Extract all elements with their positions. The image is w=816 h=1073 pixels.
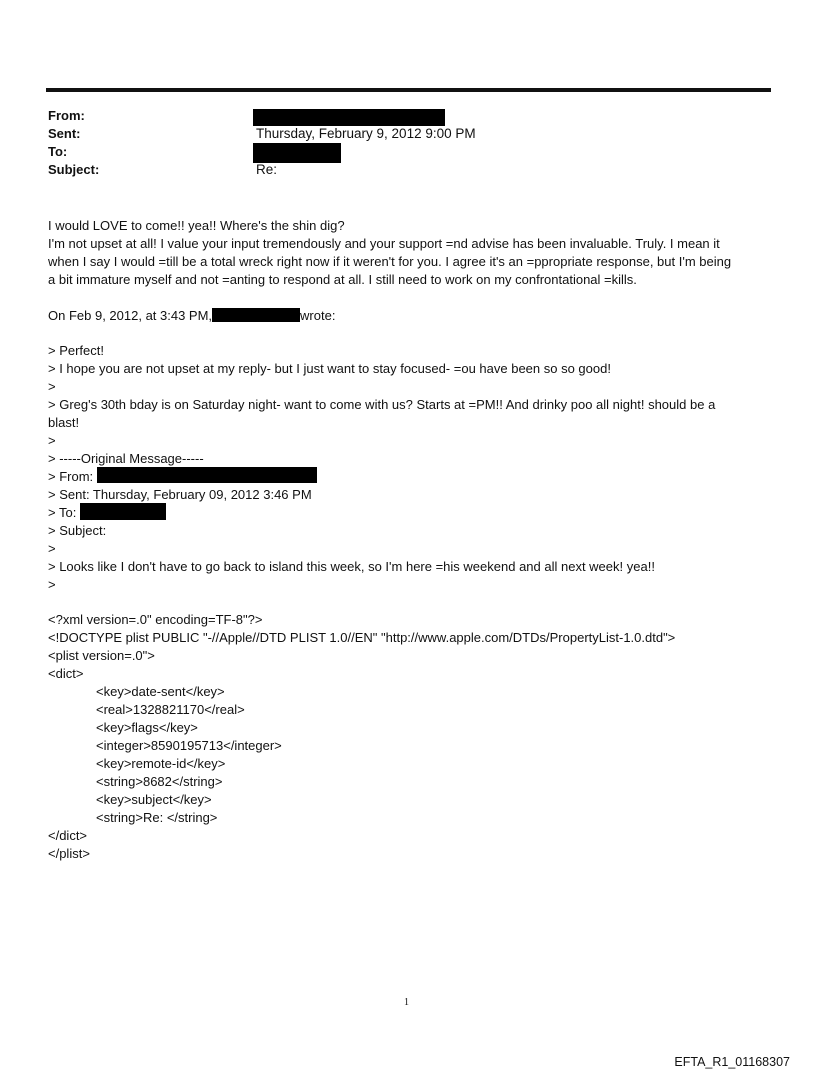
- xml-line: <key>subject</key>: [96, 792, 212, 807]
- quoted-line: > Perfect!: [48, 343, 104, 358]
- quoted-to-label: > To:: [48, 505, 77, 520]
- quoted-line: > I hope you are not upset at my reply- but I just want to stay focused- =ou have been so so good!: [48, 361, 611, 376]
- xml-line: </plist>: [48, 846, 90, 861]
- quoted-line: > Greg's 30th bday is on Saturday night- want to come with us? Starts at =PM!! And drinky poo all night! should be a: [48, 397, 716, 412]
- quoted-line: >: [48, 433, 56, 448]
- quoted-line: > Looks like I don't have to go back to island this week, so I'm here =his weekend and all next week! yea!!: [48, 559, 655, 574]
- body-paragraph-2-line-3: a bit immature myself and not =anting to respond at all. I still need to work on my confrontational =kills.: [48, 272, 637, 287]
- quoted-from-redaction: [97, 467, 317, 483]
- xml-line: <string>8682</string>: [96, 774, 223, 789]
- xml-line: <plist version=.0">: [48, 648, 155, 663]
- subject-value: Re:: [256, 162, 278, 177]
- page-number: 1: [404, 997, 409, 1008]
- quoted-line: >: [48, 379, 56, 394]
- quoted-to-line: [48, 505, 76, 520]
- xml-line: <integer>8590195713</integer>: [96, 738, 282, 753]
- bates-number: EFTA_R1_01168307: [674, 1055, 790, 1069]
- quoted-line: >: [48, 541, 56, 556]
- body-paragraph-1: I would LOVE to come!! yea!! Where's the shin dig?: [48, 218, 345, 233]
- to-redaction: [253, 143, 341, 163]
- on-date-wrote-line: [48, 308, 335, 323]
- from-redaction: [253, 109, 445, 126]
- xml-line: <dict>: [48, 666, 84, 681]
- header-rule: [46, 88, 771, 92]
- from-label: From:: [48, 108, 85, 123]
- to-label: To:: [48, 144, 68, 159]
- quoted-from-line: [48, 469, 93, 484]
- xml-line: <key>flags</key>: [96, 720, 198, 735]
- wrote-sender-redaction: [212, 308, 300, 322]
- quoted-line: > Sent: Thursday, February 09, 2012 3:46 PM: [48, 487, 312, 502]
- xml-line: <key>date-sent</key>: [96, 684, 225, 699]
- subject-label: Subject:: [48, 162, 100, 177]
- on-date-prefix: On Feb 9, 2012, at 3:43 PM,: [48, 308, 213, 323]
- xml-line: <string>Re: </string>: [96, 810, 218, 825]
- quoted-line: >: [48, 577, 56, 592]
- xml-line: <?xml version=.0" encoding=TF-8"?>: [48, 612, 263, 627]
- sent-value: Thursday, February 9, 2012 9:00 PM: [256, 126, 476, 141]
- xml-line: <real>1328821170</real>: [96, 702, 245, 717]
- xml-line: <!DOCTYPE plist PUBLIC "-//Apple//DTD PLIST 1.0//EN" "http://www.apple.com/DTDs/PropertyList-1.0.dtd">: [48, 630, 676, 645]
- body-paragraph-2-line-2: when I say I would =till be a total wreck right now if it weren't for you. I agree it's an =ppropriate response, but I'm being: [48, 254, 732, 269]
- xml-line: <key>remote-id</key>: [96, 756, 226, 771]
- quoted-line: > -----Original Message-----: [48, 451, 204, 466]
- sent-label: Sent:: [48, 126, 81, 141]
- body-paragraph-2-line-1: I'm not upset at all! I value your input tremendously and your support =nd advise has been invaluable. Truly. I mean it: [48, 236, 720, 251]
- on-date-suffix: wrote:: [300, 308, 336, 323]
- quoted-from-label: > From:: [48, 469, 94, 484]
- quoted-line: > Subject:: [48, 523, 107, 538]
- quoted-to-redaction: [80, 503, 166, 520]
- xml-line: </dict>: [48, 828, 88, 843]
- quoted-line: blast!: [48, 415, 80, 430]
